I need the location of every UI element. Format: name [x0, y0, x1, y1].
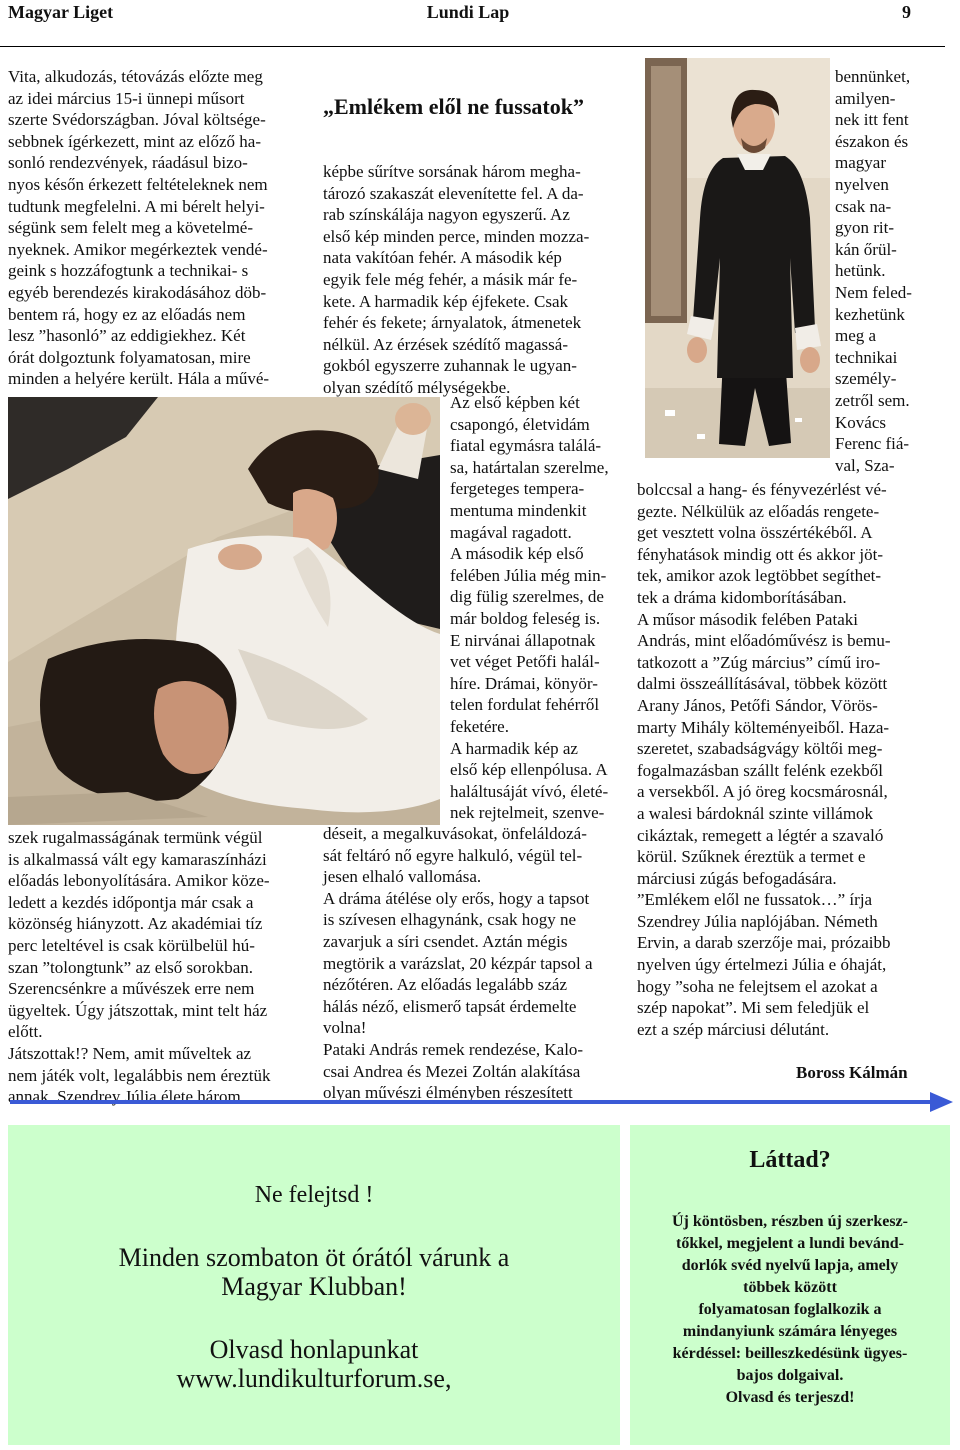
text-line: dorlók svéd nyelvű lapja, amely: [681, 1257, 899, 1274]
text-line: fiatal egymásra találá-: [450, 436, 602, 456]
text-line: megtörik a varázslat, 20 kézpár tapsol a: [323, 953, 593, 973]
text-line: val, Sza-: [835, 455, 895, 475]
text-line: Szerencsénkre a művészek erre nem: [8, 979, 255, 999]
text-line: sebbnek ígérkezett, mint az előző ha-: [8, 131, 261, 151]
text-line: nek rejtelmeit, szenve-: [450, 803, 605, 823]
text-line: fehér és fekete; árnyalatok, átmenetek: [323, 313, 582, 333]
text-line: bajos dolgaival.: [736, 1367, 844, 1384]
text-line: volna!: [323, 1018, 367, 1038]
text-line: előtt.: [8, 1022, 43, 1042]
text-line: gokból egyszerre zuhannak le ugyan-: [323, 356, 577, 376]
text-line: get vesztett volna összértékéből. A: [637, 523, 873, 543]
article-column-middle-bottom: [323, 823, 593, 1104]
text-line: csai Andrea és Mezei Zoltán alakítása: [323, 1061, 581, 1081]
text-line: bolccsal a hang- és fényvezérlést vé-: [637, 480, 887, 499]
text-line: Magyar Klubban!: [221, 1272, 407, 1301]
text-line: képbe sűrítve sorsának három megha-: [323, 162, 581, 181]
text-line: első kép ellenpólusa. A: [450, 760, 608, 780]
text-line: az idei március 15-i ünnepi műsort: [8, 88, 245, 108]
text-line: annak. Szendrey Júlia élete három: [8, 1087, 241, 1107]
text-line: közönség hiányzott. Az akadémiai tíz: [8, 914, 263, 934]
text-line: A harmadik kép az: [450, 738, 578, 758]
text-line: nyelven úgy értelmezi Júlia e óhaját,: [637, 955, 887, 975]
text-line: szan ”tolongtunk” az első sorokban.: [8, 957, 254, 977]
text-line: kán őrül-: [835, 239, 897, 259]
text-line: Kovács: [835, 412, 886, 432]
text-line: Olvasd és terjeszd!: [725, 1389, 855, 1406]
text-line: marty Mihály költeményeiből. Haza-: [637, 717, 890, 737]
text-line: Ervin, a darab szerzője mai, prózaibb: [637, 933, 891, 953]
text-line: magával ragadott.: [450, 522, 572, 542]
photo-actor-standing: [645, 58, 830, 458]
text-line: fogalmazásban szállt felénk ezekből: [637, 760, 883, 780]
text-line: Arany János, Petőfi Sándor, Vörös-: [637, 695, 878, 715]
text-line: fergeteges tempera-: [450, 479, 585, 499]
text-line: Az első képben két: [450, 393, 580, 412]
text-line: híre. Drámai, könyör-: [450, 673, 598, 693]
text-line: jesen elhaló vallomása.: [323, 867, 482, 887]
text-line: nek itt fent: [835, 110, 909, 130]
article-column-middle-wrap: [450, 392, 609, 824]
text-line: tározó szakaszát elevenítette fel. A da-: [323, 183, 584, 203]
text-line: tek, amikor azok legtöbbet segíthet-: [637, 566, 882, 586]
text-line: márciusi zúgás befogadására.: [637, 868, 837, 888]
author-byline: Boross Kálmán: [796, 1063, 908, 1082]
text-line: zavarjuk a síri csendet. Aztán mégis: [323, 931, 568, 951]
article-column-left-bottom: [8, 827, 270, 1108]
text-line: már boldog feleség is.: [450, 608, 601, 628]
text-line: többek között: [743, 1279, 837, 1296]
text-line: kérdéssel: beilleszkedésünk ügyes-: [672, 1345, 908, 1362]
text-line: a versekből. A jó öreg kocsmárosnál,: [637, 782, 888, 802]
text-line: tek a dráma kidomborításában.: [637, 587, 847, 607]
text-line: kezhetünk: [835, 304, 905, 324]
text-line: geink s hozzáfogtunk a technikai- s: [8, 261, 249, 281]
text-line: telen fordulat fehérről: [450, 695, 600, 715]
text-line: technikai: [835, 347, 898, 367]
text-line: Új köntösben, részben új szerkesz-: [672, 1213, 908, 1230]
text-line: A második kép első: [450, 544, 584, 564]
text-line: tatkozott a ”Zúg március” című iro-: [637, 652, 881, 672]
text-line: ségünk sem felelt meg a követelmé-: [8, 218, 253, 238]
text-line: rab színskálája nagyon egyszerű. Az: [323, 205, 570, 225]
text-line: sát feltáró nő egyre halkuló, végül tel-: [323, 845, 583, 865]
text-line: szerte Svédországban. Jóval költsége-: [8, 110, 266, 130]
text-line: A dráma átélése oly erős, hogy a tapsot: [323, 888, 590, 908]
text-line: E nirvánai állapotnak: [450, 630, 596, 650]
text-line: bentem rá, hogy ez az előadás nem: [8, 304, 246, 324]
text-line: személy-: [835, 369, 897, 389]
text-line: mindanyiunk számára lényeges: [682, 1323, 898, 1340]
text-line: tőkkel, megjelent a lundi bevánd-: [675, 1235, 904, 1252]
text-line: fényhatások mindig ott és akkor jöt-: [637, 544, 883, 564]
text-line: Olvasd honlapunkat: [209, 1335, 419, 1364]
text-line: vet véget Petőfi halál-: [450, 652, 600, 672]
article-column-middle-top: [323, 161, 589, 399]
text-line: sonló rendezvények, ráadásul bizo-: [8, 153, 248, 173]
text-line: ”Emlékem elől ne fussatok…” írja: [637, 890, 873, 910]
text-line: gezte. Nélkülük az előadás rengete-: [637, 501, 880, 521]
text-line: amilyen-: [835, 88, 896, 108]
text-line: bennünket,: [835, 67, 911, 86]
promo-text: [630, 1211, 950, 1409]
text-line: is szívesen elhagynánk, csak hogy ne: [323, 910, 577, 930]
article-column-left-top: [8, 66, 269, 390]
page-number: 9: [902, 2, 911, 22]
reminder-website: [8, 1335, 620, 1393]
reminder-heading: Ne felejtsd !: [254, 1182, 374, 1208]
text-line: perc leteltével is csak körülbelül hú-: [8, 935, 255, 955]
text-line: csapongó, életvidám: [450, 414, 590, 434]
text-line: gyon rit-: [835, 218, 895, 238]
text-line: lesz ”hasonló” az eddigiekhez. Két: [8, 326, 246, 346]
text-line: haláltusáját vívó, életé-: [450, 781, 609, 801]
text-line: A műsor második felében Pataki: [637, 609, 858, 629]
text-line: is alkalmassá vált egy kamaraszínházi: [8, 849, 267, 869]
text-line: nyos későn érkezett feltételeknek nem: [8, 174, 268, 194]
text-line: cikáztak, remegett a légtér a szavaló: [637, 825, 884, 845]
text-line: ügyeltek. Úgy játszottak, mint telt ház: [8, 1000, 268, 1020]
text-line: egyéb berendezés kirakodásához döb-: [8, 282, 267, 302]
text-line: András, mint előadóművész is bemu-: [637, 631, 891, 651]
text-line: nem játék volt, legalábbis nem éreztük: [8, 1065, 271, 1085]
newsletter-name: Lundi Lap: [426, 2, 510, 22]
photo-couple-scene: [8, 397, 440, 825]
article-column-right-bottom: [637, 479, 891, 1040]
text-line: szek rugalmasságának termünk végül: [8, 828, 263, 847]
text-line: hetünk.: [835, 261, 886, 281]
promo-heading: Láttad?: [749, 1147, 831, 1173]
text-line: hálás néző, elismerő tapsát érdemelte: [323, 996, 577, 1016]
text-line: Vita, alkudozás, tétovázás előzte meg: [8, 67, 263, 86]
article-title: „Emlékem elől ne fussatok”: [323, 94, 584, 119]
text-line: Ferenc fiá-: [835, 434, 910, 454]
text-line: szép napokat”. Mi sem feledjük el: [637, 998, 870, 1018]
text-line: Szendrey Júlia naplójában. Németh: [637, 911, 878, 931]
text-line: ledett a kezdés időpontja már csak a: [8, 892, 254, 912]
text-line: zetről sem.: [835, 390, 910, 410]
text-line: meg a: [835, 326, 877, 346]
text-line: dalmi összeállításával, többek között: [637, 674, 888, 694]
text-line: nata vakítóan fehér. A második kép: [323, 248, 562, 268]
text-line: olyan szédítő mélységekbe.: [323, 377, 511, 397]
header-rule: [0, 46, 945, 47]
text-line: folyamatosan foglalkozik a: [698, 1301, 882, 1318]
text-line: kete. A harmadik kép éjfekete. Csak: [323, 291, 568, 311]
text-line: mentuma mindenkit: [450, 500, 587, 520]
arrow-head-icon: [930, 1092, 953, 1112]
text-line: www.lundikulturforum.se,: [176, 1364, 452, 1393]
article-column-right-wrap: [835, 66, 912, 476]
arrow-divider: [0, 1090, 960, 1114]
text-line: a walesi bárdoknál szinte villámok: [637, 803, 874, 823]
text-line: előadás lebonyolítására. Amikor köze-: [8, 871, 270, 891]
text-line: feketére.: [450, 716, 509, 736]
text-line: körül. Szűknek éreztük a termet e: [637, 847, 866, 867]
text-line: dig fülig szerelmes, de: [450, 587, 604, 607]
text-line: minden a helyére került. Hála a művé-: [8, 369, 270, 389]
text-line: órát dolgoztunk folyamatosan, mire: [8, 347, 251, 367]
text-line: szeretet, szabadságvágy költői meg-: [637, 739, 883, 759]
text-line: északon és: [835, 131, 909, 151]
text-line: felében Júlia még min-: [450, 565, 607, 585]
text-line: sa, határtalan szerelme,: [450, 457, 609, 477]
reminder-invite: [8, 1243, 620, 1301]
text-line: nézőtéren. Az előadás legalább száz: [323, 975, 568, 995]
text-line: hogy ”soha ne felejtsem el azokat a: [637, 976, 878, 996]
text-line: nyelven: [835, 174, 889, 194]
text-line: ezt a szép márciusi délutánt.: [637, 1019, 830, 1039]
text-line: Játszottak!? Nem, amit műveltek az: [8, 1043, 252, 1063]
text-line: egyik fele még fehér, a másik már fe-: [323, 269, 578, 289]
publication-name: Magyar Liget: [8, 2, 114, 22]
text-line: Pataki András remek rendezése, Kalo-: [323, 1039, 584, 1059]
text-line: csak na-: [835, 196, 892, 216]
text-line: első kép minden perce, minden mozza-: [323, 226, 590, 246]
text-line: tudtunk megfelelni. A mi bérelt helyi-: [8, 196, 265, 216]
text-line: Nem feled-: [835, 282, 912, 302]
text-line: Minden szombaton öt órától várunk a: [118, 1243, 510, 1272]
text-line: déseit, a megalkuvásokat, önfeláldozá-: [323, 824, 587, 843]
text-line: nyeknek. Amikor megérkeztek vendé-: [8, 239, 268, 259]
text-line: nélkül. Az érzések szédítő magassá-: [323, 334, 568, 354]
text-line: olyan művészi élményben részesített: [323, 1083, 573, 1103]
text-line: magyar: [835, 153, 886, 173]
